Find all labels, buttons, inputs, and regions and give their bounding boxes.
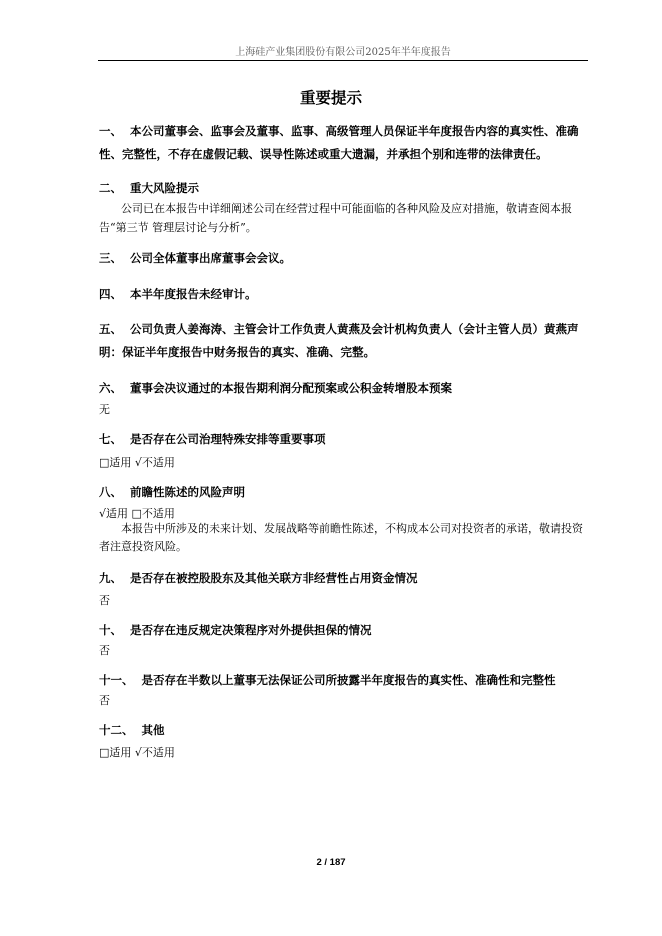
- section-12-applicability: □适用 √不适用: [99, 746, 175, 759]
- section-9-number: 九、: [99, 571, 122, 585]
- section-5-text: 公司负责人姜海涛、主管会计工作负责人黄燕及会计机构负责人（会计主管人员）黄燕声明：保证半年度报告中财务报告的真实、准确、完整。: [99, 322, 579, 359]
- section-10-heading: [99, 619, 372, 642]
- section-6-heading: [99, 377, 452, 400]
- section-7-applicability: □适用 √不适用: [99, 456, 175, 469]
- section-6-text: 董事会决议通过的本报告期利润分配预案或公积金转增股本预案: [130, 381, 452, 395]
- section-4-number: 四、: [99, 287, 122, 301]
- section-6-number: 六、: [99, 381, 122, 395]
- section-5-number: 五、: [99, 322, 122, 336]
- section-1-text: 本公司董事会、监事会及董事、监事、高级管理人员保证半年度报告内容的真实性、准确性、完整性，不存在虚假记载、误导性陈述或重大遗漏，并承担个别和连带的法律责任。: [99, 124, 579, 161]
- section-3-text: 公司全体董事出席董事会会议。: [130, 251, 291, 265]
- section-9-heading: [99, 567, 418, 590]
- section-2-heading: [99, 177, 199, 200]
- section-1-number: 一、: [99, 124, 122, 138]
- page-title: 重要提示: [299, 88, 362, 107]
- section-3: [99, 247, 291, 270]
- section-11-heading: [99, 669, 556, 692]
- section-4: [99, 283, 257, 306]
- section-8-body: 本报告中所涉及的未来计划、发展战略等前瞻性陈述，不构成本公司对投资者的承诺，敬请投资者注意投资风险。: [99, 522, 583, 553]
- section-2-body: 公司已在本报告中详细阐述公司在经营过程中可能面临的各种风险及应对措施，敬请查阅本报告“第三节 管理层讨论与分析”。: [99, 202, 572, 234]
- section-3-number: 三、: [99, 251, 122, 265]
- section-7-number: 七、: [99, 432, 122, 446]
- section-10-number: 十、: [99, 623, 122, 637]
- section-7-heading: [99, 428, 326, 451]
- running-header: 上海硅产业集团股份有限公司2025年半年度报告: [235, 47, 451, 58]
- section-6-body: 无: [99, 403, 110, 416]
- section-1: [99, 120, 589, 166]
- section-7-text: 是否存在公司治理特殊安排等重要事项: [130, 432, 326, 446]
- section-11-text: 是否存在半数以上董事无法保证公司所披露半年度报告的真实性、准确性和完整性: [141, 673, 556, 687]
- header-divider: [98, 60, 588, 61]
- section-12-heading: [99, 719, 165, 742]
- section-10-text: 是否存在违反规定决策程序对外提供担保的情况: [130, 623, 372, 637]
- section-5: [99, 318, 589, 364]
- section-11-body: 否: [99, 694, 110, 707]
- section-8-number: 八、: [99, 485, 122, 499]
- section-12-number: 十二、: [99, 723, 134, 737]
- section-2-text: 重大风险提示: [130, 181, 199, 195]
- section-8-text: 前瞻性陈述的风险声明: [130, 485, 245, 499]
- section-8-applicability: √适用 □不适用: [99, 507, 175, 520]
- section-4-text: 本半年度报告未经审计。: [130, 287, 257, 301]
- section-12-text: 其他: [141, 723, 165, 737]
- section-2-number: 二、: [99, 181, 122, 195]
- section-9-text: 是否存在被控股股东及其他关联方非经营性占用资金情况: [130, 571, 418, 585]
- section-10-body: 否: [99, 644, 110, 657]
- section-11-number: 十一、: [99, 673, 134, 687]
- section-9-body: 否: [99, 594, 110, 607]
- page-number: 2 / 187: [316, 857, 346, 868]
- section-8-heading: [99, 481, 245, 504]
